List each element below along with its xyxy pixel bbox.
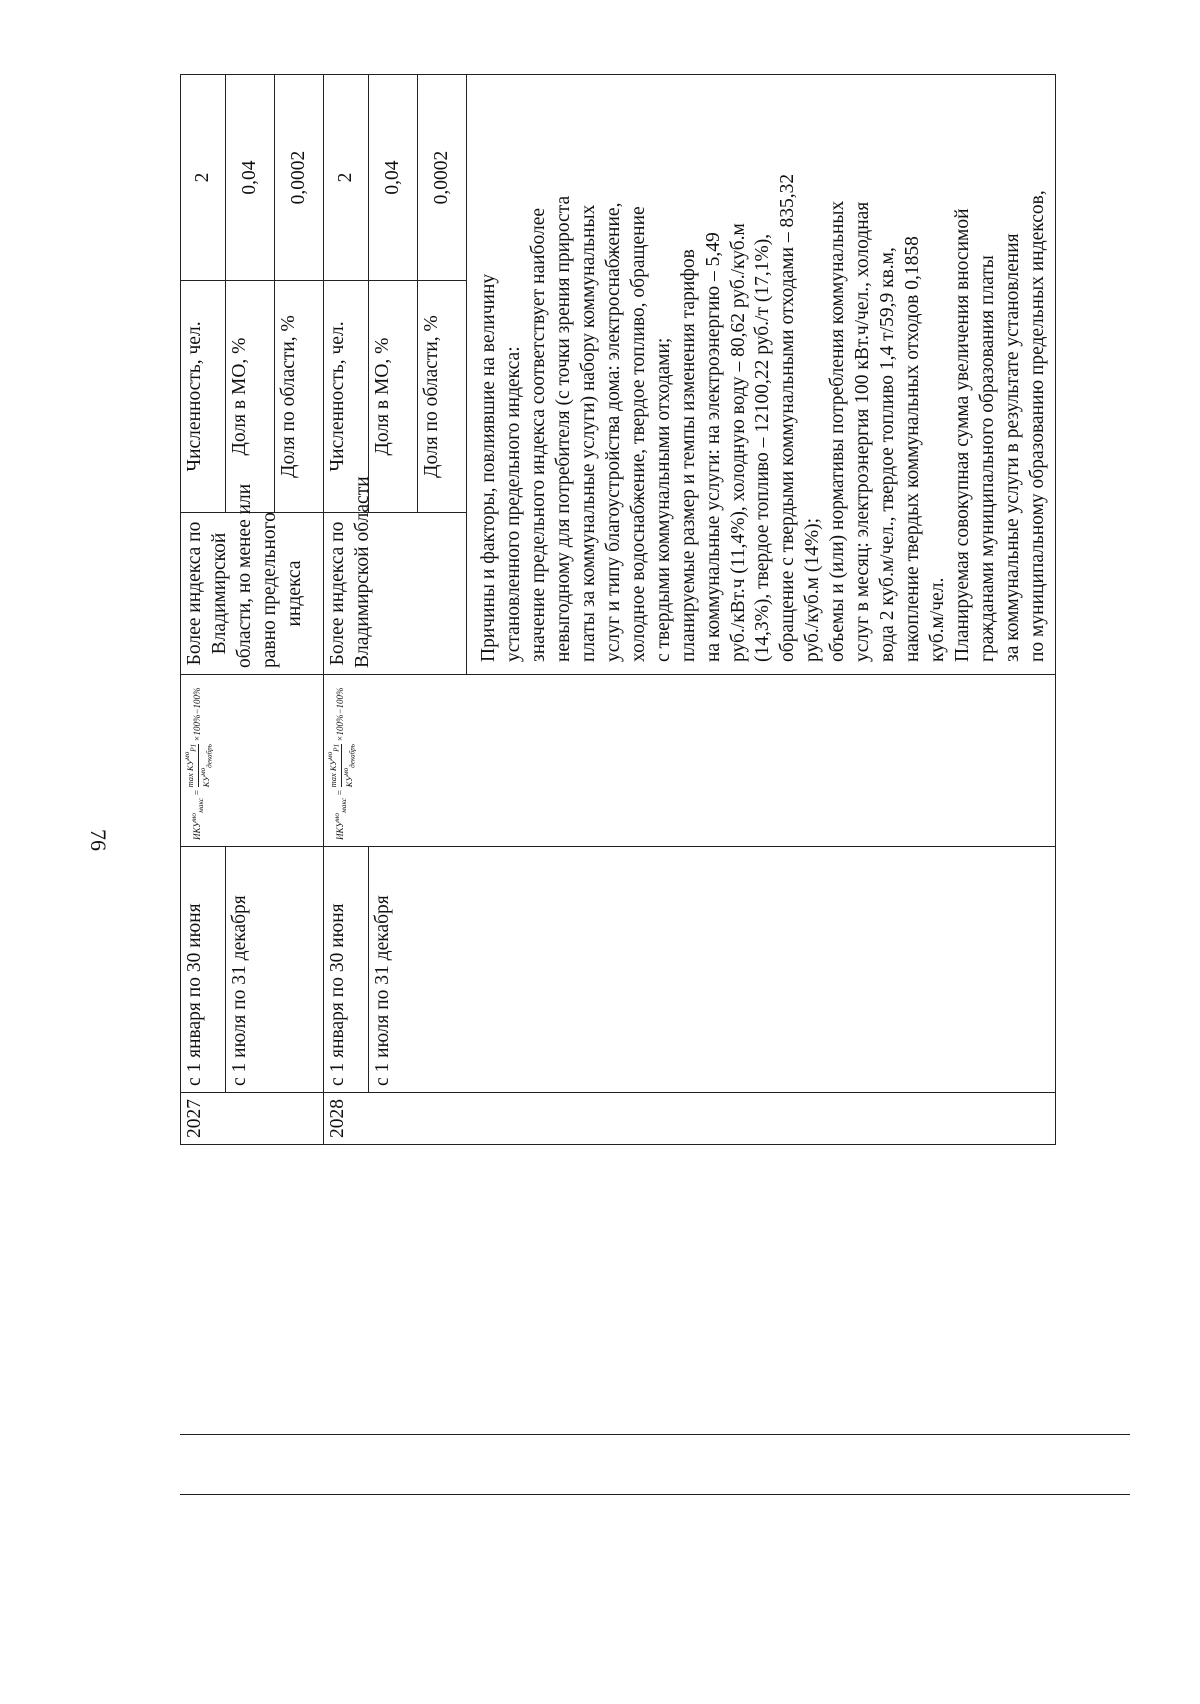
formula-numerator: $\max КУ^{мо}_{Р1}$: [183, 743, 198, 788]
metric-label: Доля в МО, %: [226, 281, 275, 513]
index-table: [180, 74, 1056, 1145]
year-cell: 2027: [181, 1093, 324, 1145]
factor-line: накопление твердых коммунальных отходов 0,1858: [902, 236, 924, 662]
factor-line: руб./куб.м (14%);: [802, 517, 824, 662]
factor-line: за коммунальные услуги в результате установления: [1002, 233, 1024, 662]
formula-denominator: $КУ^{мо}_{декабрь}$: [341, 744, 357, 788]
formula-eq: =: [192, 789, 203, 796]
factors-cell: [467, 75, 1056, 675]
formula-tail: ×100%−100%: [192, 687, 203, 742]
factor-line: холодное водоснабжение, твердое топливо, обращение: [627, 206, 649, 662]
factor-line: услуг и типу благоустройства дома: электроснабжение,: [602, 202, 624, 662]
metric-label: Доля в МО, %: [369, 281, 418, 513]
factors-text: [477, 85, 1051, 662]
factor-line: Причины и факторы, повлиявшие на величину: [478, 273, 499, 662]
period-cell: с 1 июля по 31 декабря: [226, 847, 324, 1093]
formula-lhs-sup: мо: [189, 813, 199, 822]
factor-line: с твердыми коммунальными отходами;: [652, 337, 674, 662]
formula-lhs-sub: макс: [339, 797, 348, 814]
period-cell: с 1 января по 30 июня: [324, 847, 369, 1093]
factor-line: услуг в месяц: электроэнергия 100 кВт.ч/чел., холодная: [852, 201, 874, 662]
year-cell: 2028: [324, 1093, 1056, 1145]
metric-value: 0,0002: [418, 75, 467, 281]
period-cell: с 1 января по 30 июня: [181, 847, 226, 1093]
formula-lhs-sub: макс: [196, 797, 205, 814]
formula-eq: =: [335, 789, 346, 796]
factor-line: установленного предельного индекса:: [502, 346, 524, 662]
factor-line: значение предельного индекса соответствует наиболее: [527, 207, 549, 662]
formula-cell: [324, 675, 1056, 847]
metric-label: Доля по области, %: [275, 281, 324, 513]
factor-line: гражданами муниципального образования платы: [977, 255, 999, 662]
period-cell: с 1 июля по 31 декабря: [369, 847, 1056, 1093]
formula-numerator: $\max КУ^{мо}_{Р1}$: [326, 743, 341, 788]
formula-fraction: [326, 744, 356, 787]
rotated-table-panel: [180, 75, 1130, 1495]
metric-label: Доля по области, %: [418, 281, 467, 513]
metric-value: 0,04: [369, 75, 418, 281]
factor-line: на коммунальные услуги: на электроэнергию – 5,49: [702, 232, 724, 662]
formula-lhs: ИКУ: [192, 821, 203, 840]
metric-label: Численность, чел.: [324, 281, 369, 513]
formula-lhs: ИКУ: [335, 821, 346, 840]
page-number: 76: [86, 829, 111, 851]
formula-cell: [181, 675, 324, 847]
metric-value: 2: [324, 75, 369, 281]
formula-fraction: [183, 744, 213, 787]
factor-line: куб.м/чел.: [927, 577, 949, 662]
metric-value: 0,0002: [275, 75, 324, 281]
formula-lhs-sup: мо: [332, 813, 342, 822]
table-row: [324, 75, 369, 1145]
factor-line: платы за коммунальные услуги) набору коммунальных: [577, 204, 599, 662]
frame-line-lower: [180, 1434, 1130, 1435]
formula-tail: ×100%−100%: [335, 687, 346, 742]
factor-line: планируемые размер и темпы изменения тарифов: [677, 249, 699, 662]
table-row: [181, 75, 226, 1145]
factor-line: обращение с твердыми коммунальными отходами – 835,32: [777, 173, 799, 662]
formula-denominator: $КУ^{мо}_{декабрь}$: [198, 744, 214, 788]
factor-line: (14,3%), твердое топливо – 12100,22 руб./т (17,1%),: [752, 233, 774, 662]
factor-line: руб./кВт.ч (11,4%), холодную воду – 80,62 руб./куб.м: [727, 223, 749, 662]
condition-cell: Более индекса по Владимирской области: [324, 513, 467, 675]
metric-value: 2: [181, 75, 226, 281]
factor-line: объемы и (или) нормативы потребления коммунальных: [827, 200, 849, 662]
condition-cell: Более индекса по Владимирской области, но менее или равно предельного индекса: [181, 513, 324, 675]
metric-label: Численность, чел.: [181, 281, 226, 513]
factor-line: вода 2 куб.м/чел., твердое топливо 1,4 т/59,9 кв.м,: [877, 247, 899, 662]
metric-value: 0,04: [226, 75, 275, 281]
factor-line: невыгодному для потребителя (с точки зрения прироста: [552, 195, 574, 662]
frame-line-bottom: [180, 1494, 1130, 1495]
factor-line: по муниципальному образованию предельных индексов,: [1026, 190, 1048, 662]
factor-line: Планируемая совокупная сумма увеличения вносимой: [952, 208, 974, 662]
